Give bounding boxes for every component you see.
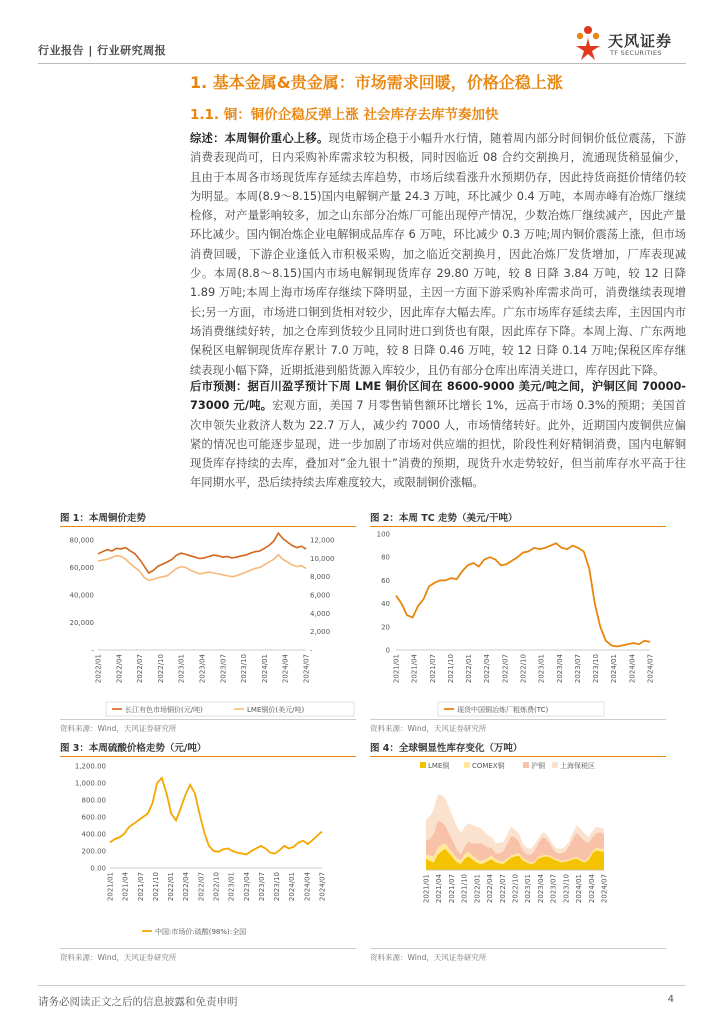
logo — [566, 24, 706, 66]
y-tick-label: 40,000 — [69, 591, 94, 600]
y-tick-label: 60 — [381, 576, 390, 585]
fig2-tc-chart — [368, 528, 668, 720]
legend-swatch — [523, 762, 529, 768]
x-tick-label: 2022/01 — [465, 654, 474, 684]
legend-swatch — [464, 762, 470, 768]
x-tick-label: 2022/04 — [182, 872, 191, 902]
x-tick-label: 2022/10 — [212, 872, 221, 902]
x-tick-label: 2021/04 — [121, 872, 130, 902]
x-tick-label: 2022/04 — [115, 654, 124, 684]
logo-text-en: TF SECURITIES — [610, 49, 662, 57]
x-tick-label: 2022/07 — [498, 874, 507, 904]
x-tick-label: 2023/07 — [257, 872, 266, 902]
forecast-body: 宏观方面，美国 7 月零售销售额环比增长 1%，远高于市场 0.3%的预期；美国首次申领失业救济人数为 22.7 万人，减少约 7000 人，市场情绪转好。此外，近期国内废铜供应偏紧的情况也可能逐步显现，进一步加剧了市场对供应端的担忧，阶段性利好精铜消费，国内电解铜现货库存持续的去库，叠加对”金九银十”消费的预期，现货升水走势较好，但当前库存水平高于往年同期水平，恐后续持续去库难度较大，或限制铜价涨幅。 — [190, 399, 686, 490]
y-tick-label: 80 — [381, 553, 390, 562]
x-tick-label: 2023/01 — [524, 874, 533, 904]
fig2-source: 资料来源：Wind，天风证券研究所 — [370, 724, 487, 733]
x-tick-label: 2023/10 — [592, 654, 601, 684]
y-tick-label: 8,000 — [310, 573, 331, 582]
y-tick-label: 6,000 — [310, 591, 331, 600]
y-tick-label: 400.00 — [81, 830, 106, 839]
legend-label: 沪铜 — [531, 762, 545, 770]
footer-disclaimer: 请务必阅读正文之后的信息披露和免责申明 — [38, 996, 238, 1008]
y-tick-label: 800.00 — [81, 796, 106, 805]
y-tick-label: 12,000 — [310, 536, 335, 545]
x-tick-label: 2021/01 — [392, 654, 401, 684]
y-tick-label: 600.00 — [81, 813, 106, 822]
fig4-inventory-chart — [368, 758, 668, 946]
x-tick-label: 2022/01 — [94, 654, 103, 684]
x-tick-label: 2021/07 — [136, 872, 145, 902]
fig2-title: 图 2：本周 TC 走势（美元/干吨） — [370, 513, 518, 524]
fig1-source: 资料来源：Wind，天风证券研究所 — [60, 724, 177, 733]
y-tick-label: 1,000.00 — [74, 779, 106, 788]
x-tick-label: 2024/04 — [303, 872, 312, 902]
fig4-title: 图 4：全球铜显性库存变化（万吨） — [370, 743, 523, 754]
x-tick-label: 2021/07 — [447, 874, 456, 904]
y-tick-label: 20,000 — [69, 619, 94, 627]
legend-label: 上海保税区 — [560, 762, 595, 770]
x-tick-label: 2024/07 — [600, 874, 609, 904]
x-tick-label: 2022/01 — [167, 872, 176, 902]
forecast-paragraph — [190, 377, 686, 493]
x-tick-label: 2024/07 — [646, 654, 655, 684]
x-tick-label: 2023/10 — [273, 872, 282, 902]
report-type: 行业报告 | 行业研究周报 — [38, 44, 167, 57]
x-tick-label: 2023/01 — [227, 872, 236, 902]
fig3-source: 资料来源：Wind，天风证券研究所 — [60, 953, 177, 962]
y-tick-label: 0.00 — [90, 864, 106, 873]
legend-swatch — [552, 762, 558, 768]
y-tick-label: 1,200.00 — [74, 762, 106, 771]
header-divider — [38, 63, 686, 64]
summary-body: 现货市场企稳于小幅升水行情，随着周内部分时间铜价低位震荡，下游消费表现尚可，日内采购补库需求较为积极，同时因临近 08 合约交割换月，流通现货稍显偏少，且由于本周各市场现货库存延续去库趋势，市场后续看涨升水预期仍存，因此持货商挺价情绪仍较为明显。本周(8.9～8.15)国内电解铜产量 24.3 万吨，环比减少 0.4 万吨，本周赤峰有冶炼厂继续检修，对产量影响较多，加之山东部分冶炼厂可能出现停产情况，少数冶炼厂继续减产，因此产量环比减少。国内铜冶炼企业电解铜成品库存 6 万吨，环比减少 0.3 万吨;周内铜价震荡上涨，但市场消费回暖，下游企业逢低入市积极采购，加之临近交割换月，因此冶炼厂发货增加，厂库表现减少。本周(8.8～8.15)国内市场电解铜现货库存 29.80 万吨，较 8 日降 3.84 万吨，较 12 日降 1.89 万吨;本周上海市场库存继续下降明显，主因一方面下游采购补库需求尚可，消费继续表现增长;另一方面，市场进口铜到货相对较少，因此库存大幅去库。广东市场库存延续去库，主因国内市场消费继续好转，加之仓库到货较少且同时进口到货也有限，因此库存下降。本周上海、广东两地保税区电解铜现货库存累计 7.0 万吨，较 8 日降 0.46 万吨，较 12 日降 0.14 万吨;保税区库存继续表现小幅下降，近期抵港到船货源入库较少，且仍有部分仓库出库清关进口，库存因此下降。 — [190, 132, 686, 377]
x-tick-label: 2023/01 — [537, 654, 546, 684]
x-tick-label: 2022/10 — [511, 874, 520, 904]
legend-swatch — [420, 762, 426, 768]
series-line-sulfuric-acid — [110, 778, 322, 855]
x-tick-label: 2023/10 — [562, 874, 571, 904]
x-tick-label: 2022/10 — [519, 654, 528, 684]
x-tick-label: 2024/07 — [318, 872, 327, 902]
fig3-source-line — [60, 948, 356, 949]
x-tick-label: 2022/10 — [156, 654, 165, 684]
fig2-title-line — [370, 526, 666, 527]
y-tick-label: 60,000 — [69, 564, 94, 572]
x-tick-label: 2023/07 — [549, 874, 558, 904]
legend-label: 中国:市场价:硫酸(98%):全国 — [155, 928, 247, 936]
x-tick-label: 2022/07 — [136, 654, 145, 684]
fig4-title-line — [370, 756, 666, 757]
y-tick-label: 40 — [381, 600, 390, 609]
y-tick-label: 80,000 — [69, 536, 94, 545]
fig1-title-line — [60, 526, 356, 527]
x-tick-label: 2021/10 — [151, 872, 160, 902]
x-tick-label: 2024/01 — [260, 654, 269, 684]
page-number: 4 — [667, 994, 674, 1005]
subsection-heading: 1.1. 铜：铜价企稳反弹上涨 社会库存去库节奏加快 — [190, 107, 499, 123]
x-tick-label: 2024/01 — [575, 874, 584, 904]
y-tick-label: 4,000 — [310, 609, 331, 618]
x-tick-label: 2023/01 — [177, 654, 186, 684]
series-line-changjiang — [98, 533, 306, 573]
x-tick-label: 2021/07 — [428, 654, 437, 684]
x-tick-label: 2024/04 — [628, 654, 637, 684]
x-tick-label: 2021/01 — [106, 872, 115, 902]
summary-lead: 综述：本周铜价重心上移。 — [190, 132, 329, 145]
fig3-title-line — [60, 756, 356, 757]
fig3-title: 图 3：本周硫酸价格走势（元/吨） — [60, 743, 207, 754]
y-tick-label: 10,000 — [310, 554, 335, 563]
footer-divider — [38, 985, 686, 986]
x-tick-label: 2022/04 — [486, 874, 495, 904]
legend-label: 长江有色市场铜价(元/吨) — [125, 706, 203, 714]
y-tick-label: - — [310, 646, 313, 655]
x-tick-label: 2023/04 — [536, 874, 545, 904]
y-tick-label: - — [91, 646, 94, 655]
section-heading: 1. 基本金属&贵金属：市场需求回暖，价格企稳上涨 — [190, 73, 563, 92]
legend-label: 现货中国铜冶炼厂粗炼费(TC) — [457, 706, 549, 714]
fig4-source-line — [370, 948, 666, 949]
legend-label: LME铜 — [428, 762, 450, 770]
y-tick-label: 0 — [385, 646, 390, 655]
x-tick-label: 2023/04 — [242, 872, 251, 902]
legend-label: COMEX铜 — [472, 762, 505, 770]
x-tick-label: 2023/04 — [555, 654, 564, 684]
x-tick-label: 2021/04 — [435, 874, 444, 904]
x-tick-label: 2024/04 — [587, 874, 596, 904]
series-line-tc — [396, 543, 650, 646]
x-tick-label: 2023/10 — [240, 654, 249, 684]
forecast-lead: 后市预测：据百川盈孚预计下周 LME 铜价区间在 8600-9000 美元/吨之间，沪铜区间 70000-73000 元/吨。 — [190, 380, 686, 413]
fig1-source-line — [60, 719, 356, 720]
x-tick-label: 2022/01 — [473, 874, 482, 904]
fig1-copper-price-chart — [58, 528, 358, 720]
fig4-source: 资料来源：Wind，天风证券研究所 — [370, 953, 487, 962]
logo-text-cn: 天风证券 — [608, 32, 673, 50]
legend-label: LME铜价(美元/吨) — [247, 706, 305, 714]
x-tick-label: 2024/07 — [302, 654, 311, 684]
x-tick-label: 2021/10 — [446, 654, 455, 684]
x-tick-label: 2021/10 — [460, 874, 469, 904]
y-tick-label: 20 — [381, 623, 390, 632]
summary-paragraph — [190, 129, 686, 380]
y-tick-label: 2,000 — [310, 628, 331, 637]
x-tick-label: 2023/07 — [573, 654, 582, 684]
y-tick-label: 200.00 — [81, 847, 106, 856]
logo-mark-icon — [566, 24, 606, 64]
x-tick-label: 2021/04 — [410, 654, 419, 684]
x-tick-label: 2024/04 — [281, 654, 290, 684]
fig1-title: 图 1：本周铜价走势 — [60, 513, 146, 524]
x-tick-label: 2023/07 — [219, 654, 228, 684]
y-tick-label: 100 — [376, 530, 390, 539]
fig3-sulfuric-acid-chart — [58, 758, 358, 946]
x-tick-label: 2023/04 — [198, 654, 207, 684]
x-tick-label: 2024/01 — [610, 654, 619, 684]
x-tick-label: 2021/01 — [422, 874, 431, 904]
x-tick-label: 2022/04 — [483, 654, 492, 684]
x-tick-label: 2024/01 — [288, 872, 297, 902]
x-tick-label: 2022/07 — [501, 654, 510, 684]
fig2-source-line — [370, 719, 666, 720]
x-tick-label: 2022/07 — [197, 872, 206, 902]
